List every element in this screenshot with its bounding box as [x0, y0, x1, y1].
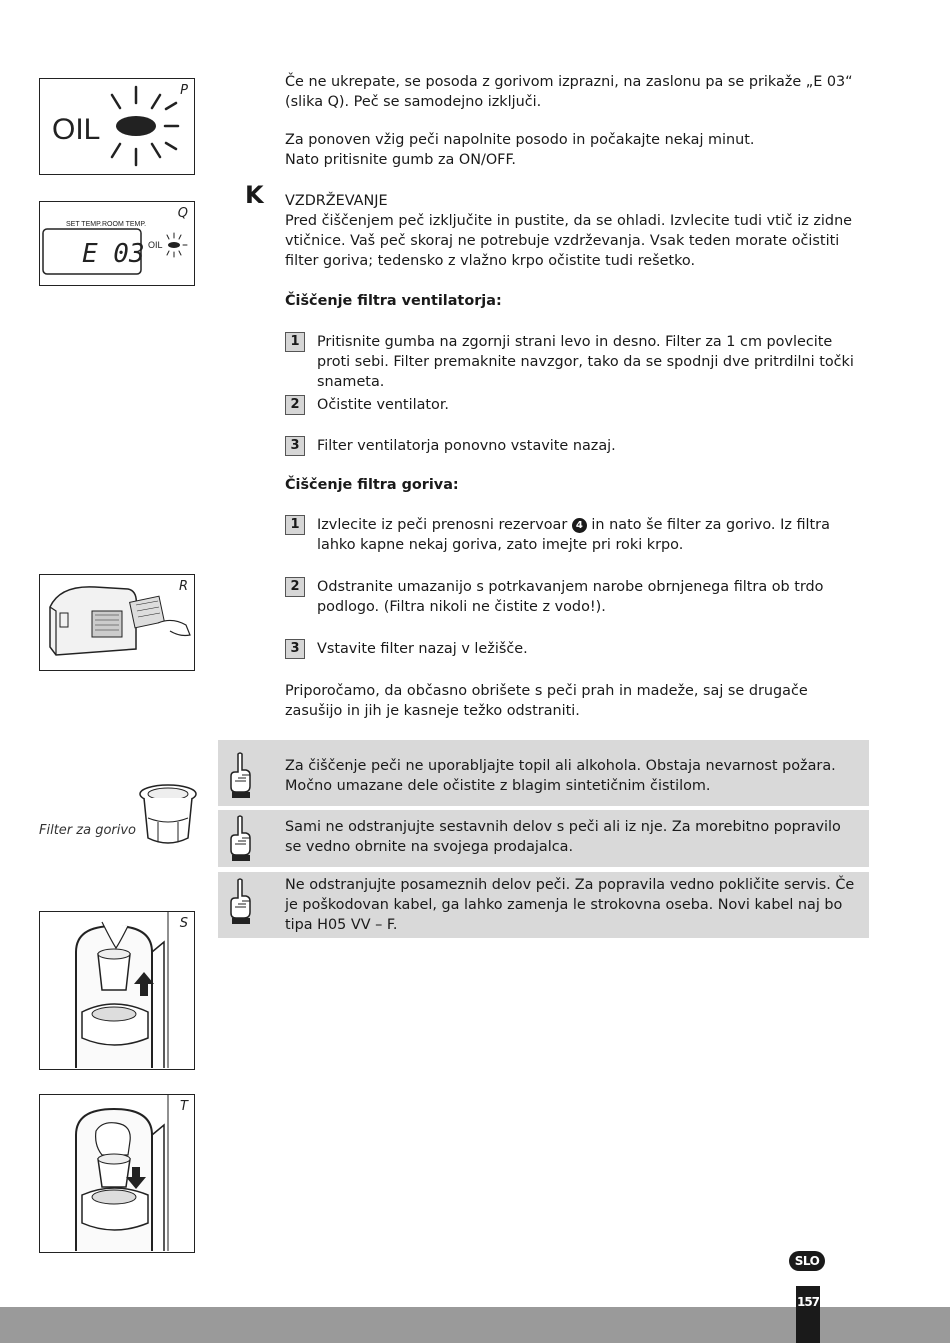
- language-badge: SLO: [789, 1251, 825, 1271]
- warning-text: Sami ne odstranjujte sestavnih delov s peči ali iz nje. Za morebitno popravilo se vedno obrnite na svojega prodajalca.: [285, 819, 841, 855]
- section-body: Pred čiščenjem peč izključite in pustite, da se ohladi. Izvlecite tudi vtič iz zidne vtičnice. Vaš peč skoraj ne potrebuje vzdrževanja. Vsak teden morate očistiti filter goriva; tedensko z vlažno krpo očistite tudi rešetko.: [285, 213, 853, 269]
- filter-caption: Filter za gorivo: [39, 823, 137, 838]
- step-number: 2: [285, 395, 305, 415]
- svg-text:ROOM TEMP.: ROOM TEMP.: [102, 221, 147, 228]
- intro-paragraph-2b: Nato pritisnite gumb za ON/OFF.: [285, 152, 516, 168]
- step-number: 1: [285, 515, 305, 535]
- pointing-hand-icon: [224, 813, 256, 863]
- filter-insertion-icon: [40, 1095, 193, 1251]
- figure-letter: S: [179, 916, 188, 931]
- warning-note-1: [218, 740, 869, 806]
- step-text-after: in nato še filter za gorivo. Iz filtra lahko kapne nekaj goriva, zato imejte pri roki krpo.: [317, 517, 830, 553]
- svg-text:E 03: E 03: [82, 239, 145, 269]
- fuel-filter-icon: [136, 778, 200, 850]
- figure-p: [39, 78, 195, 175]
- tank-number-badge: 4: [572, 518, 587, 533]
- step-number: 1: [285, 332, 305, 352]
- svg-text:SET TEMP.: SET TEMP.: [66, 221, 102, 228]
- intro-paragraph-2a: Za ponoven vžig peči napolnite posodo in počakajte nekaj minut.: [285, 132, 755, 148]
- step-number: 3: [285, 436, 305, 456]
- step-number: 3: [285, 639, 305, 659]
- step-text: Vstavite filter nazaj v ležišče.: [317, 641, 528, 657]
- step-text: Pritisnite gumba na zgornji strani levo in desno. Filter za 1 cm povlecite proti sebi. Filter premaknite navzgor, tako da se spodnji dve pritrdilni točki snameta.: [317, 334, 854, 390]
- svg-text:OIL: OIL: [52, 113, 101, 146]
- step-text-before: Izvlecite iz peči prenosni rezervoar: [317, 517, 572, 533]
- fuel-filter-heading: Čiščenje filtra goriva:: [285, 477, 459, 493]
- intro-paragraph-1: Če ne ukrepate, se posoda z gorivom izprazni, na zaslonu pa se prikaže „E 03“ (slika Q). Peč se samodejno izključi.: [285, 74, 853, 110]
- pointing-hand-icon: [224, 750, 256, 800]
- fan-filter-heading: Čiščenje filtra ventilatorja:: [285, 293, 502, 309]
- pointing-hand-icon: [224, 876, 256, 926]
- step-text: Filter ventilatorja ponovno vstavite nazaj.: [317, 438, 616, 454]
- figure-letter: P: [180, 83, 188, 98]
- recommendation-paragraph: Priporočamo, da občasno obrišete s peči prah in madeže, saj se drugače zasušijo in jih je kasneje težko odstraniti.: [285, 683, 808, 719]
- figure-s: [39, 911, 195, 1070]
- figure-r: [39, 574, 195, 671]
- section-letter: K: [245, 181, 264, 209]
- warning-text: Za čiščenje peči ne uporabljajte topil ali alkohola. Obstaja nevarnost požara. Močno umazane dele očistite z blagim sintetičnim čistilom.: [285, 758, 836, 794]
- step-number: 2: [285, 577, 305, 597]
- section-title: VZDRŽEVANJE: [285, 193, 388, 209]
- warning-text: Ne odstranjujte posameznih delov peči. Za popravila vedno pokličite servis. Če je poškodovan kabel, ga lahko zamenja le strokovna oseba. Novi kabel naj bo tipa H05 VV – F.: [285, 877, 855, 933]
- figure-t: [39, 1094, 195, 1253]
- error-display-icon: [40, 202, 193, 284]
- heater-filter-icon: [40, 575, 193, 669]
- warning-note-3: [218, 872, 869, 938]
- figure-letter: R: [178, 579, 188, 594]
- step-text: [317, 515, 869, 555]
- figure-q: [39, 201, 195, 286]
- figure-letter: Q: [177, 206, 188, 221]
- warning-note-2: [218, 810, 869, 867]
- oil-warning-icon: [40, 79, 193, 173]
- svg-text:OIL: OIL: [148, 240, 163, 250]
- figure-letter: T: [180, 1099, 188, 1114]
- step-text: Očistite ventilator.: [317, 397, 450, 413]
- step-text: Odstranite umazanijo s potrkavanjem narobe obrnjenega filtra ob trdo podlogo. (Filtra nikoli ne čistite z vodo!).: [317, 579, 824, 615]
- page-number: 157: [796, 1295, 820, 1309]
- filter-removal-icon: [40, 912, 193, 1068]
